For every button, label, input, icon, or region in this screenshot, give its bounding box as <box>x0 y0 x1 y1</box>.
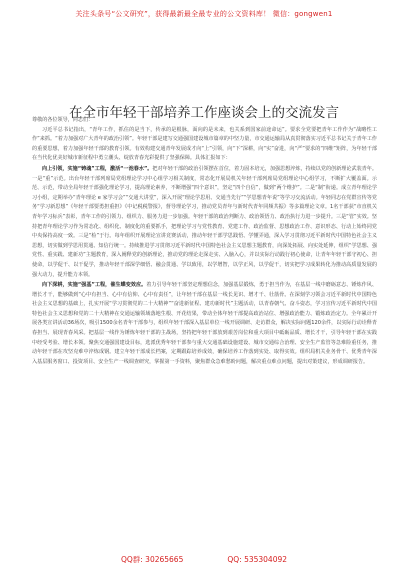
paragraph-section-2 <box>32 281 377 367</box>
footer-contact <box>0 549 408 569</box>
footer-qq-group: QQ群: 30265665 <box>120 554 184 564</box>
footer-qq: QQ: 535304092 <box>227 554 288 564</box>
banner-text: 关注头条号“公文研究”，获得最新最全最专业的公文资料库！ 微信：gongwen1 <box>75 10 333 18</box>
paragraph-intro <box>32 126 377 164</box>
paragraph-text: 把对年轻干部的政治引领摆在首位，着力固本培元，加强思想淬炼，持续以党的创新理论武装青年。一是“重”示范。出台年轻干部列席局党组理论学习中心组学习相关制度，常态化开展局机关年轻干部列席局党组理论中心组学习，不断扩大覆盖面。示范、示范，带动全局年轻干部强化理论学习，提高理论素养，不断增强“四个意识”，坚定“四个自信”，做到“两个维护”。二是“制”衔递。成立青年理论学习小组，定期举办“青年理论 e 家学习会”“交通大讲堂”，深入开展“理论学思用、交通当先行”“学思想青年说”等学习交流活动。年轻同志在党群宣传等党务“学习新思想”《年轻干部要勇担重担》《中记税税警报》，督导理论学习，推动党员青年与新时代青年同频共振》等多篇理论文章。1名干部获“市直机关青年学习标兵”表彰，青年工作的引领力、组织力、服务力进一步加强。年轻干部的政治判断力、政治领悟力、政治执行力进一步提升。三是“管”实效。坚持把青年理论学习作为常态化、组织化、制度化的重要抓手，把理论学习与党性教育、党建工作、政治监督、思想政治工作、意识形态、行动上始终同党中央保持高度一致。三是“检”于行。每年组织开展理论宣讲竞赛活动，推动年轻干部学思践悟、学懂弄通，深入学习贯彻习近平新时代中国特色社会主义思想，切实做到学思用贯通、知信行统一。持续推进学习贯彻习近平新时代中国特色社会主义思想主题教育，向深处拓展、向实处延伸，组织“学思想、强党性、重实践、建新功”主题教育，深入阐释党的创新理论，推动党的理论走深走实、入脑入心，并以实际行动践行初心使命，让青年年轻干部守初心、担使命，以学促干、以干促学，推动年轻干部深学细悟、融会贯通、学以致用，以学增智，以学正风，以学促干，切实把学习成果转化为推动高质量发展的强大动力，提升能力本领。 <box>32 165 377 278</box>
salutation: 尊敬的各位领导，同志们： <box>32 117 94 123</box>
paragraph-text: 习近平总书记指出，“青年工作，抓住的是当下，传承的是根脉，面向的是未来，也关系到国家前途命运”。要求全党要把青年工作作为“战略性工作”来抓。“着力加强对广大青年的政治引领”。年轻干部是建写交通强国建设城市篇章的中坚力量，市交通运输局从真贯彻落实习近平总书记关于青年工作的重要思想，着力加强年轻干部的教育引领。有效构建交通青年发展成才向“上”引领，向“下”深耕，向“实”奋进，向“严”要求的“四维”矩阵，为年轻干部在当代化优美好城市新征程中勇立潮头、绽放青春光彩提供了坚强保障。具体汇报如下： <box>32 126 377 162</box>
top-banner <box>0 0 408 28</box>
paragraph-lead: 向上引领，实施“铸魂”工程，激活“一池春水”。 <box>42 165 153 172</box>
paragraph-section-1 <box>32 165 377 280</box>
document-title: 在全市年轻干部培养工作座谈会上的交流发言 <box>69 105 339 122</box>
paragraph-lead: 向下深耕，实施“强基”工程，催生蝶变效应。 <box>42 282 147 289</box>
paragraph-text: 着力引导年轻干部坚定理想信念，加强基层锻炼，勇于担当作为，在基层一线中磨砺意志、锤炼作风、增长才干，能够做到“心中有担当、心中有信仰、心中有责任”，让年轻干部在基层一线长见识、增才干、壮筋骨。在深刻学习领会习近平新时代中国特色社会主义思想的基础上，扎实开展“学习贯彻党的二十大精神”“奋进新征程、建功新时代”主题活动，以青春朝气、奋斗姿态，学习宣传习近平新时代中国特色社会主义思想和党的二十大精神在交通运输领域落地生根、开花结果，带动全体年轻干部提高政治站位、增强政治能力、锻炼政治定力。全年累计开展各类宣讲活动36场次，吸引1500余名青年干部参与，组织年轻干部深入基层单位一线开展调研、走访群众，解决实际问题120余件，以实际行动诠释青春担当、展现青春风采。把基层一线作为锤炼年轻干部的主战场，坚持把年轻干部放到艰苦岗位和重大项目中砥砺品质、增长才干，引导年轻干部在实践中经受考验、增长本领。聚焦交通强国建设目标，选派优秀年轻干部参与重大交通基础设施建设、城市交通综合治理、安全生产监管等急难险重任务，推动年轻干部在攻坚克难中淬炼成钢。建立年轻干部成长档案，定期跟踪培养成效，确保培养工作落到实处、取得实效。组织局机关业务骨干、优秀青年深入基层服务窗口、投资项目、安全生产一线调查研究，掌握第一手资料，聚焦群众急难愁盼问题，解决重点难点问题，提出对策建议，形成调研报告。 <box>32 282 377 365</box>
document-body <box>32 116 377 367</box>
